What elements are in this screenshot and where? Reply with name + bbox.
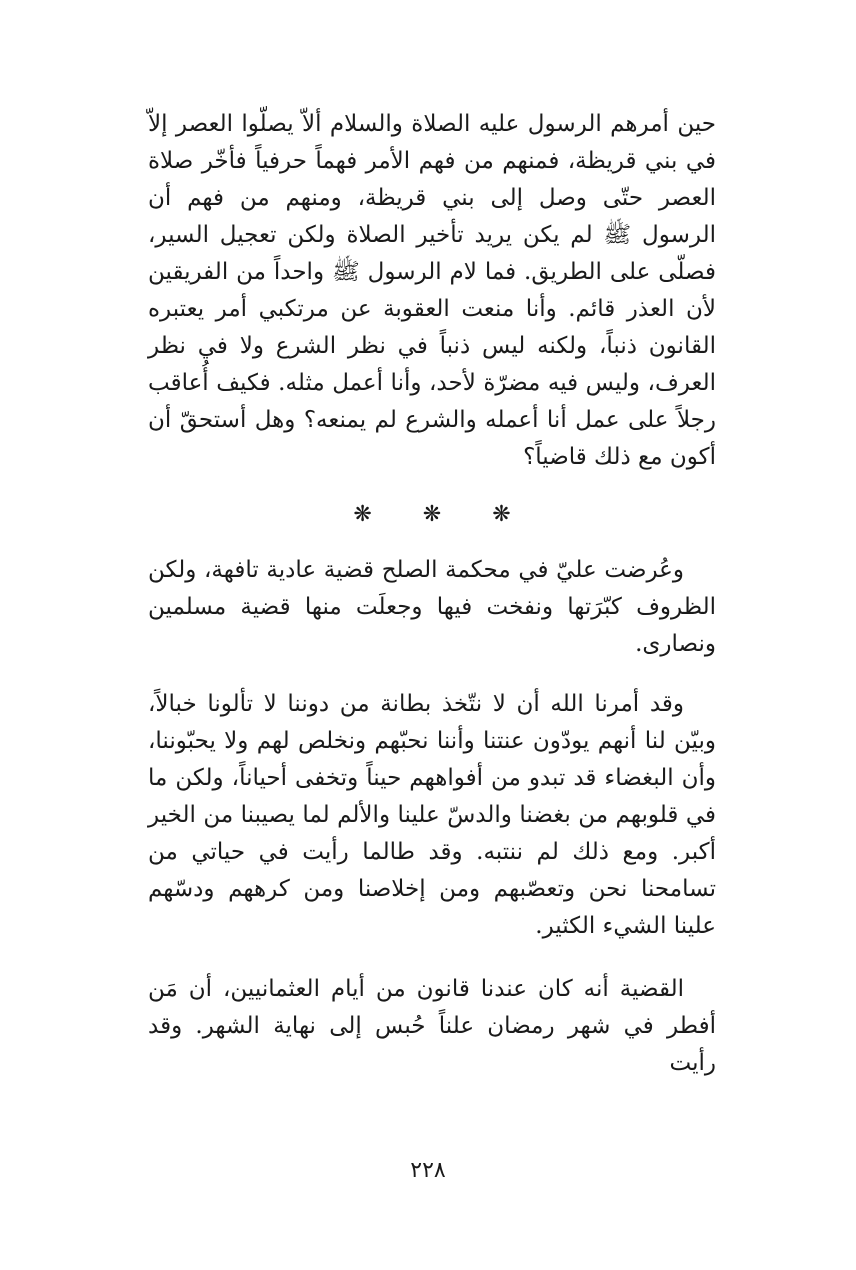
page-number: ٢٢٨	[410, 1158, 446, 1183]
paragraph-command-of-god: وقد أمرنا الله أن لا نتّخذ بطانة من دوننا لا تألونا خبالاً، وبيّن لنا أنهم يودّون عنتنا وأننا نحبّهم ونخلص لهم ولا يحبّوننا، وأن البغضاء قد تبدو من أفواههم حيناً وتخفى أحياناً، ولكن ما في قلوبهم من بغضنا والدسّ علينا والألم لما يصيبنا من الخير أكبر. ومع ذلك لم ننتبه. وقد طالما رأيت في حياتي من تسامحنا نحن وتعصّبهم ومن إخلاصنا ومن كرههم ودسّهم علينا الشيء الكثير.	[148, 691, 716, 939]
page-body	[148, 106, 716, 1082]
section-separator: ❋ ❋ ❋	[353, 501, 533, 527]
paragraph-peace-court-case: وعُرضت عليّ في محكمة الصلح قضية عادية تافهة، ولكن الظروف كبّرَتها ونفخت فيها وجعلَت منها قضية مسلمين ونصارى.	[148, 557, 716, 657]
paragraph-continuation: حين أمرهم الرسول عليه الصلاة والسلام ألاّ يصلّوا العصر إلاّ في بني قريظة، فمنهم من فهم الأمر فهماً حرفياً فأخّر صلاة العصر حتّى وصل إلى بني قريظة، ومنهم من فهم أن الرسول ﷺ لم يكن يريد تأخير الصلاة ولكن تعجيل السير، فصلّى على الطريق. فما لام الرسول ﷺ واحداً من الفريقين لأن العذر قائم. وأنا منعت العقوبة عن مرتكبي أمر يعتبره القانون ذنباً، ولكنه ليس ذنباً في نظر الشرع ولا في نظر العرف، وليس فيه مضرّة لأحد، وأنا أعمل مثله. فكيف أُعاقب رجلاً على عمل أنا أعمله والشرع لم يمنعه؟ وهل أستحقّ أن أكون مع ذلك قاضياً؟	[148, 111, 716, 470]
paragraph-ottoman-law: القضية أنه كان عندنا قانون من أيام العثمانيين، أن مَن أفطر في شهر رمضان علناً حُبس إلى نهاية الشهر. وقد رأيت	[148, 976, 716, 1076]
